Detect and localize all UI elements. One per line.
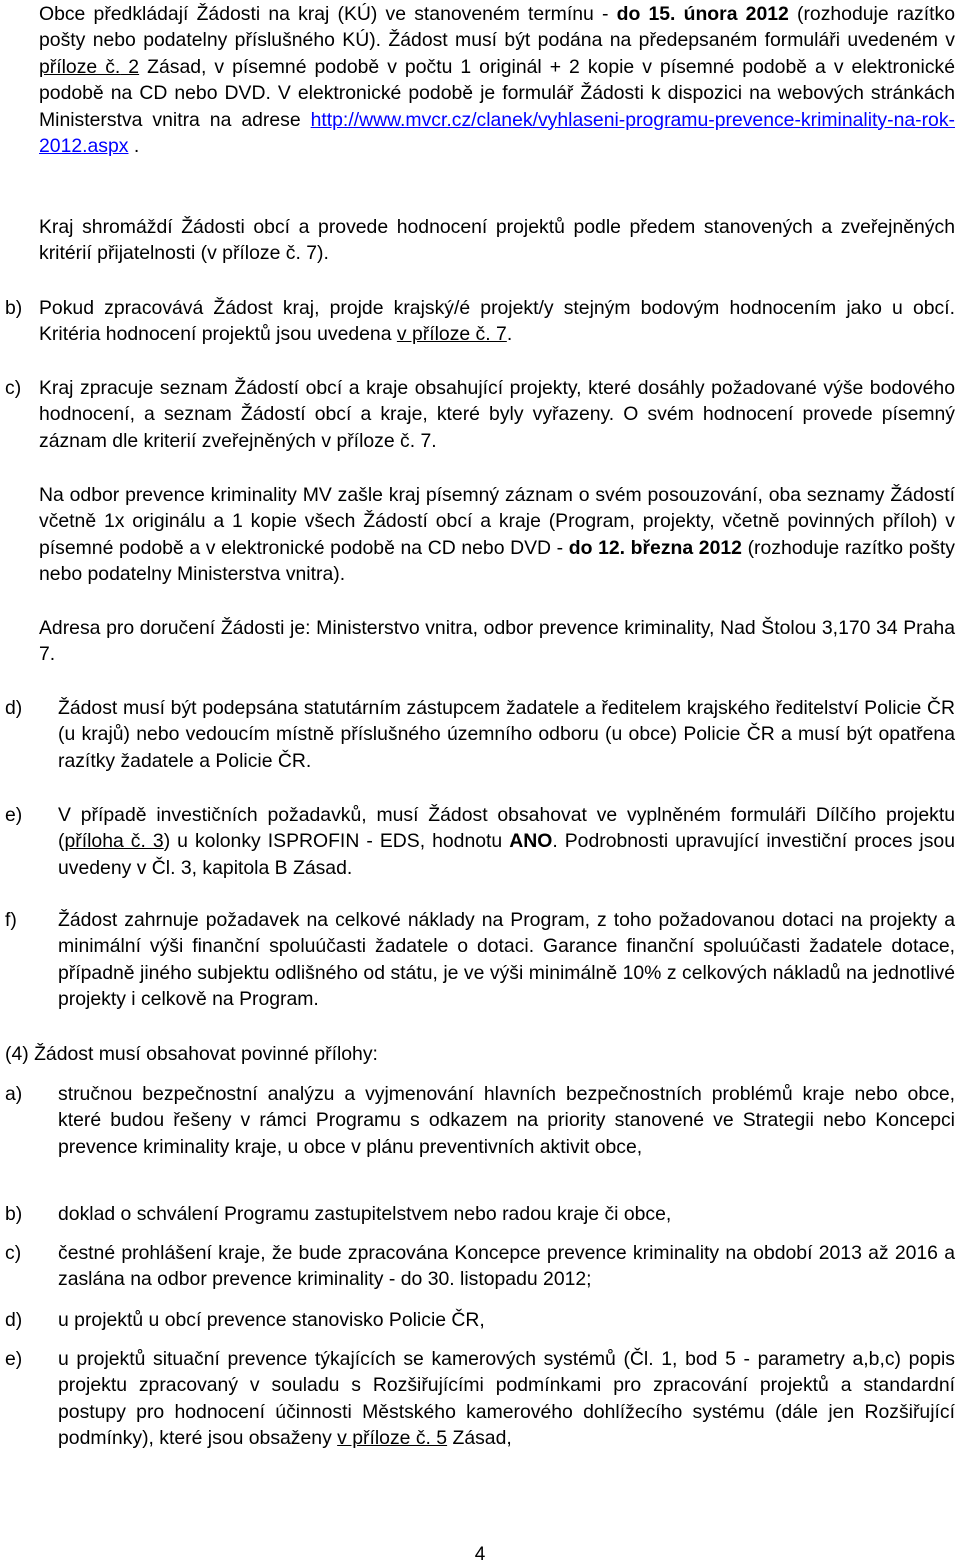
intro-text-2: (rozhoduje razítko pošty nebo podatelny příslušného KÚ). Žádost musí být podána na předepsaném formuláři uvedeném v <box>39 3 955 52</box>
list4-b-label: b) <box>5 1203 23 1225</box>
item-f-label: f) <box>5 909 17 931</box>
list4-e-text-2: Zásad, <box>447 1427 512 1450</box>
mvcr-link[interactable]: http://www.mvcr.cz/clanek/vyhlaseni-programu-prevence-kriminality-na-rok-2012.aspx <box>39 108 955 158</box>
item-e-label: e) <box>5 804 23 826</box>
list4-c-text: čestné prohlášení kraje, že bude zpracována Koncepce prevence kriminality na období 2013 až 2016 a zaslána na odbor prevence kriminality - do 30. listopadu 2012; <box>58 1242 955 1291</box>
list4-e-label: e) <box>5 1348 23 1370</box>
odbor-text-2: (rozhoduje razítko pošty nebo podatelny Ministerstva vnitra). <box>39 536 955 586</box>
paragraph-e <box>58 802 955 881</box>
paragraph-kraj: Kraj shromáždí Žádosti obcí a provede hodnocení projektů podle předem stanovených a zveřejněných kritérií přijatelnosti (v příloze č. 7). <box>39 216 955 265</box>
list4-e-text <box>58 1346 955 1452</box>
list4-d-label: d) <box>5 1309 23 1331</box>
item-d-label: d) <box>5 697 23 719</box>
list4-d-text: u projektů u obcí prevence stanovisko Policie ČR, <box>58 1309 485 1331</box>
e-text-2: ) u kolonky ISPROFIN - EDS, hodnotu <box>163 830 510 853</box>
odbor-text-1: Na odbor prevence kriminality MV zašle kraj písemný záznam o svém posouzování, oba seznamy Žádostí včetně 1x originálu a 1 kopie všech Žádostí obcí a kraje (Program, projekty, včetně povinných příloh) v písemné podobě a v elektronické podobě na CD nebo DVD - <box>39 484 955 559</box>
e-text-3: . Podrobnosti upravující investiční proces jsou uvedeny v Čl. 3, kapitola B Zásad. <box>58 830 955 879</box>
e-ano: ANO <box>509 830 553 853</box>
intro-annex-ref: příloze č. <box>39 55 121 78</box>
list4-c-label: c) <box>5 1242 22 1264</box>
list4-a-text: stručnou bezpečnostní analýzu a vyjmenování hlavních bezpečnostních problémů kraje nebo obce, které budou řešeny v rámci Programu s odkazem na priority stanovené ve Strategii nebo Koncepci prevence kriminality kraje, u obce v plánu preventivních aktivit obce, <box>58 1083 955 1158</box>
list4-b-text: doklad o schválení Programu zastupitelstvem nebo radou kraje či obce, <box>58 1203 672 1225</box>
e-text-1: V případě investičních požadavků, musí Žádost obsahovat ve vyplněném formuláři Dílčího projektu ( <box>58 804 955 853</box>
section-4-heading: (4) Žádost musí obsahovat povinné přílohy: <box>5 1043 378 1065</box>
intro-deadline: do 15. února 2012 <box>616 3 789 25</box>
page-number: 4 <box>474 1544 486 1565</box>
paragraph-b <box>39 295 955 348</box>
intro-text-1: Obce předkládají Žádosti na kraj (KÚ) ve stanoveném termínu - <box>39 3 617 25</box>
paragraph-c: Kraj zpracuje seznam Žádostí obcí a kraje obsahující projekty, které dosáhly požadované výše bodového hodnocení, a seznam Žádostí obcí a kraje, které byly vyřazeny. O svém hodnocení provede písemný záznam dle kriterií zveřejněných v příloze č. 7. <box>39 377 955 452</box>
intro-text-4: . <box>128 135 140 158</box>
item-b-label: b) <box>5 297 23 319</box>
paragraph-intro <box>39 1 955 159</box>
b-text-1: Pokud zpracovává Žádost kraj, projde krajský/é projekt/y stejným bodovým hodnocením jako u obcí. Kritéria hodnocení projektů jsou uvedena <box>39 297 955 346</box>
paragraph-f: Žádost zahrnuje požadavek na celkové náklady na Program, z toho požadovanou dotaci na projekty a minimální výši finanční spoluúčasti žadatele o dotaci. Garance finanční spoluúčasti žadatele dotace, případně jiného subjektu odlišného od státu, je ve výši minimálně 10% z celkových nákladů na jednotlivé projekty i celkově na Program. <box>58 909 955 1011</box>
b-text-2: . <box>506 323 513 346</box>
intro-text-3: Zásad, v písemné podobě v počtu 1 originál + 2 kopie v písemné podobě a v elektronické podobě na CD nebo DVD. V elektronické podobě je formulář Žádosti k dispozici na webových stránkách Ministerstva vnitra na adrese <box>39 55 955 131</box>
e-annex-ref: příloha č. 3 <box>64 830 164 853</box>
list4-a-label: a) <box>5 1083 23 1105</box>
intro-annex-num: 2 <box>120 55 140 78</box>
paragraph-d: Žádost musí být podepsána statutárním zástupcem žadatele a ředitelem krajského ředitelství Policie ČR (u krajů) nebo vedoucím místně příslušného územního odboru (u obce) Policie ČR a musí být opatřena razítky žadatele a Policie ČR. <box>58 697 955 772</box>
b-annex-ref: v příloze č. 7 <box>396 323 507 346</box>
list4-e-text-1: u projektů situační prevence týkajících se kamerových systémů (Čl. 1, bod 5 - parametry a,b,c) popis projektu zpracovaný v souladu s Rozšiřujícími podmínkami pro zpracování projektů a standardní postupy pro hodnocení účinnosti Městského kamerového dohlížecího systému (dále jen Rozšiřující podmínky), které jsou obsaženy <box>58 1348 955 1450</box>
list4-e-annex-ref: v příloze č. 5 <box>337 1427 448 1450</box>
paragraph-odbor <box>39 482 955 588</box>
odbor-deadline: do 12. března 2012 <box>568 536 742 559</box>
paragraph-adresa: Adresa pro doručení Žádosti je: Ministerstvo vnitra, odbor prevence kriminality, Nad Štolou 3,170 34 Praha 7. <box>39 617 955 666</box>
item-c-label: c) <box>5 377 22 399</box>
